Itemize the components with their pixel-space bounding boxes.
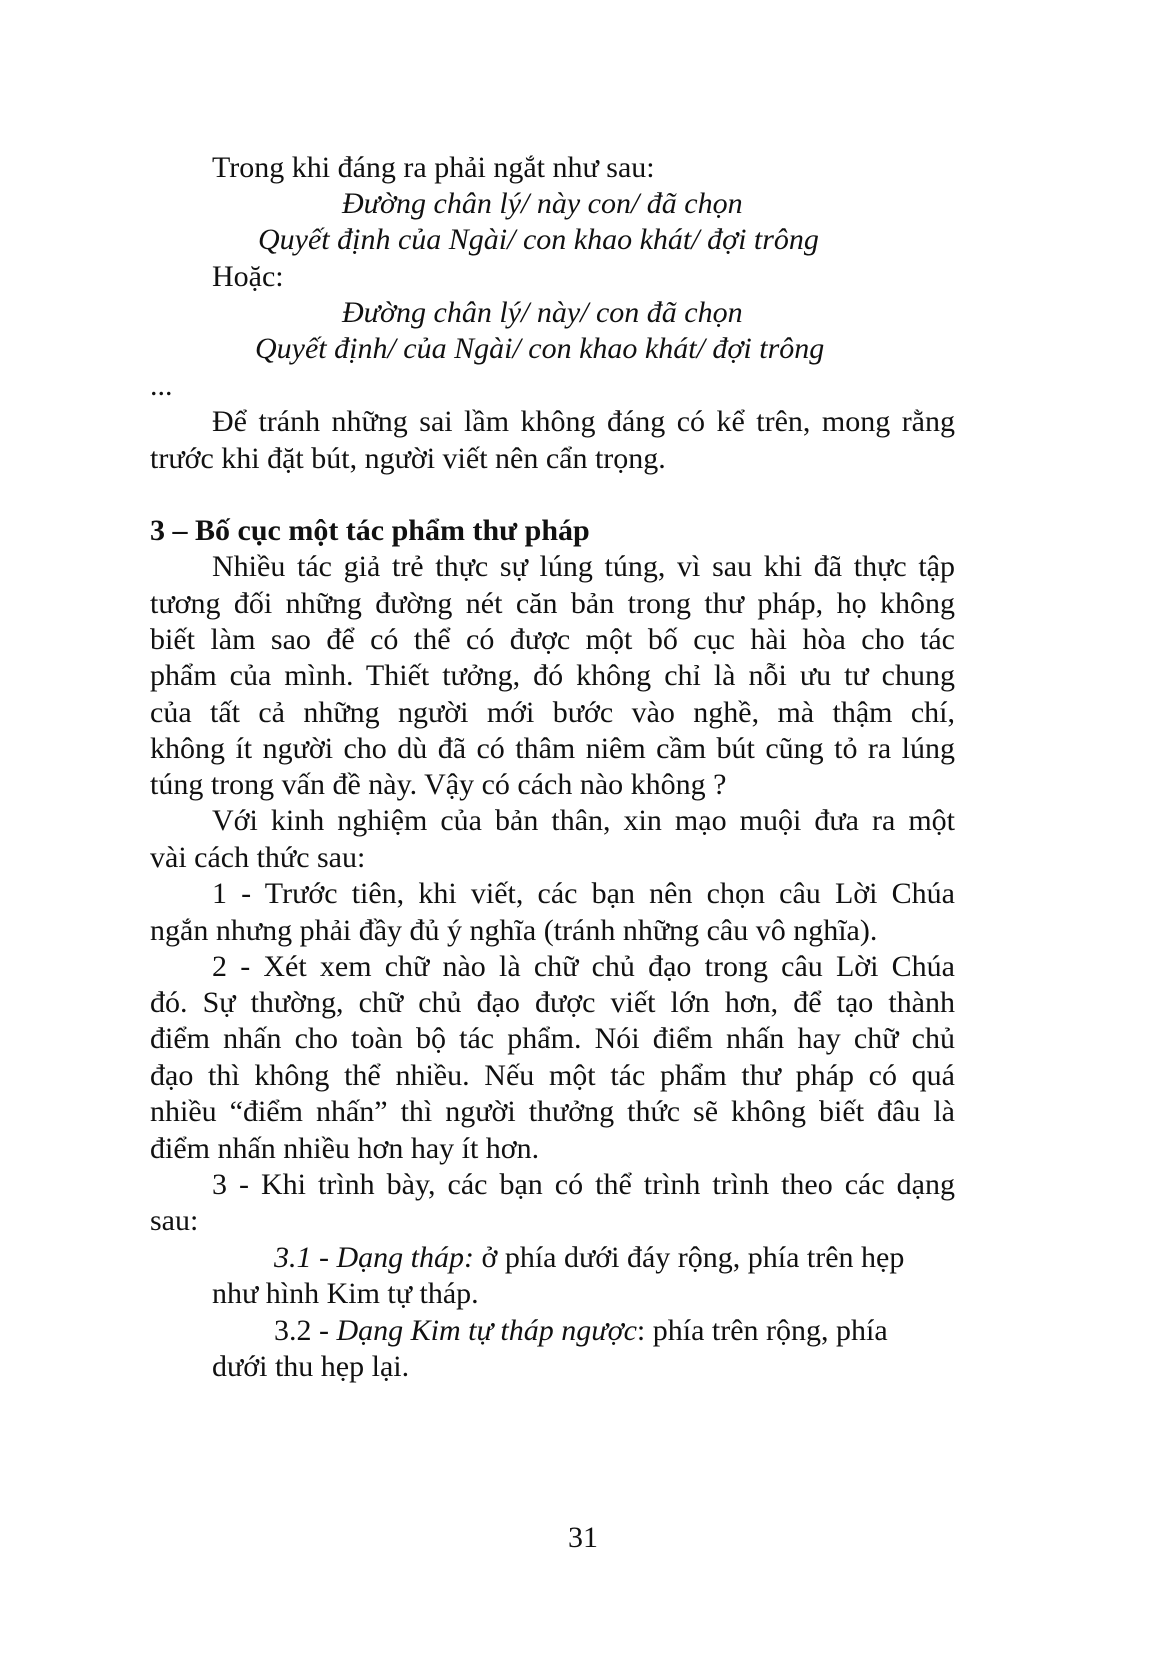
ellipsis: ...	[150, 369, 173, 402]
sub-item-line	[274, 1313, 888, 1349]
paragraph-line: vài cách thức sau:	[150, 841, 366, 874]
paragraph-line: Để tránh những sai lầm không đáng có kể trên, mong rằng	[212, 405, 955, 438]
sub-item-number: 3.2 -	[274, 1314, 337, 1347]
list-item-line: 1 - Trước tiên, khi viết, các bạn nên chọn câu Lời Chúa	[212, 877, 955, 910]
page-number: 31	[568, 1521, 598, 1554]
text-line: Hoặc:	[212, 260, 284, 293]
list-item-line: đó. Sự thường, chữ chủ đạo được viết lớn hơn, để tạo thành	[150, 986, 955, 1019]
paragraph-line: túng trong vấn đề này. Vậy có cách nào không ?	[150, 768, 727, 801]
sub-item-title: 3.1 - Dạng tháp:	[274, 1241, 474, 1274]
poem-line: Quyết định/ của Ngài/ con khao khát/ đợi trông	[255, 332, 825, 365]
paragraph-line: Với kinh nghiệm của bản thân, xin mạo muội đưa ra một	[212, 804, 955, 837]
poem-line: Đường chân lý/ này con/ đã chọn	[342, 187, 743, 220]
sub-item-text: ở phía dưới đáy rộng, phía trên hẹp	[473, 1241, 905, 1274]
sub-item-line: như hình Kim tự tháp.	[212, 1277, 479, 1310]
paragraph-line: phẩm của mình. Thiết tưởng, đó không chỉ là nỗi ưu tư chung	[150, 659, 955, 692]
text-line: Trong khi đáng ra phải ngắt như sau:	[212, 151, 655, 184]
list-item-line: điểm nhấn cho toàn bộ tác phẩm. Nói điểm nhấn hay chữ chủ	[150, 1022, 955, 1055]
list-item-line: đạo thì không thể nhiều. Nếu một tác phẩm thư pháp có quá	[150, 1059, 955, 1092]
sub-item-line: dưới thu hẹp lại.	[212, 1350, 410, 1383]
sub-item-title: Dạng Kim tự tháp ngược	[336, 1314, 637, 1347]
paragraph-line: không ít người cho dù đã có thâm niêm cầm bút cũng tỏ ra lúng	[150, 732, 955, 765]
list-item-line: ngắn nhưng phải đầy đủ ý nghĩa (tránh những câu vô nghĩa).	[150, 914, 878, 947]
paragraph-line: Nhiều tác giả trẻ thực sự lúng túng, vì sau khi đã thực tập	[212, 550, 955, 583]
paragraph-line: biết làm sao để có thể có được một bố cục hài hòa cho tác	[150, 623, 955, 656]
paragraph-line: trước khi đặt bút, người viết nên cẩn trọng.	[150, 442, 666, 475]
sub-item-line	[274, 1240, 904, 1276]
section-heading: 3 – Bố cục một tác phẩm thư pháp	[150, 514, 590, 547]
poem-line: Quyết định của Ngài/ con khao khát/ đợi trông	[258, 223, 819, 256]
list-item-line: 2 - Xét xem chữ nào là chữ chủ đạo trong câu Lời Chúa	[212, 950, 955, 983]
list-item-line: nhiều “điểm nhấn” thì người thưởng thức sẽ không biết đâu là	[150, 1095, 955, 1128]
poem-line: Đường chân lý/ này/ con đã chọn	[342, 296, 743, 329]
paragraph-line: tương đối những đường nét căn bản trong thư pháp, họ không	[150, 587, 955, 620]
paragraph-line: của tất cả những người mới bước vào nghề, mà thậm chí,	[150, 696, 955, 729]
sub-item-text: : phía trên rộng, phía	[636, 1314, 888, 1347]
list-item-line: 3 - Khi trình bày, các bạn có thể trình trình theo các dạng	[212, 1168, 955, 1201]
list-item-line: sau:	[150, 1204, 199, 1237]
list-item-line: điểm nhấn nhiều hơn hay ít hơn.	[150, 1132, 540, 1165]
